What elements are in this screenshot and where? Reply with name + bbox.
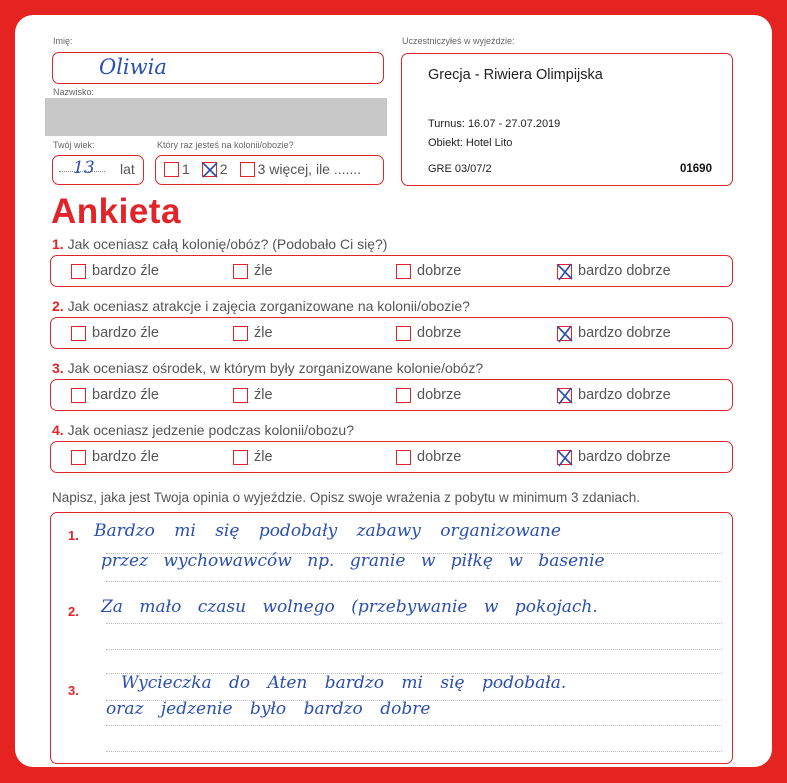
opinion-number-1: 1. <box>68 528 79 543</box>
name-value: Oliwia <box>99 55 167 79</box>
question-text-4 <box>52 422 354 438</box>
answer-option-label: źle <box>254 325 273 341</box>
question-text-2 <box>52 298 470 314</box>
opinion-line: przez wychowawców np. granie w piłkę w basenie <box>101 551 605 571</box>
answer-option-label: bardzo dobrze <box>578 263 671 279</box>
answer-option[interactable] <box>71 318 159 348</box>
answer-option-label: dobrze <box>417 387 462 403</box>
question-number: 4. <box>52 422 64 438</box>
question-label: Jak oceniasz jedzenie podczas kolonii/obozu? <box>67 422 354 438</box>
opinion-prompt: Napisz, jaka jest Twoja opinia o wyjeździe. Opisz swoje wrażenia z pobytu w minimum 3 zdaniach. <box>52 490 641 505</box>
answer-option[interactable] <box>71 256 159 286</box>
dotted-line <box>106 725 722 726</box>
opinion-number-2: 2. <box>68 604 79 619</box>
answer-option[interactable] <box>396 318 461 348</box>
opinion-line: Wycieczka do Aten bardzo mi się podobała. <box>121 673 567 693</box>
trip-code: GRE 03/07/2 <box>428 163 492 175</box>
answer-checkbox[interactable] <box>396 388 411 403</box>
question-text-3 <box>52 360 483 376</box>
answer-checkbox[interactable] <box>557 450 572 465</box>
name-label: Imię: <box>53 36 73 46</box>
participant-label: Uczestniczyłeś w wyjeździe: <box>402 36 515 46</box>
answer-checkbox[interactable] <box>233 264 248 279</box>
surname-label: Nazwisko: <box>53 87 95 97</box>
answer-row-1 <box>50 255 733 287</box>
answer-option[interactable] <box>71 380 159 410</box>
question-label: Jak oceniasz atrakcje i zajęcia zorganizowane na kolonii/obozie? <box>67 298 470 314</box>
survey-sheet <box>15 15 772 767</box>
times-label: Który raz jesteś na kolonii/obozie? <box>157 140 294 150</box>
answer-option[interactable] <box>71 442 159 472</box>
answer-option[interactable] <box>233 256 273 286</box>
answer-checkbox[interactable] <box>71 450 86 465</box>
answer-row-3 <box>50 379 733 411</box>
answer-option-label: bardzo źle <box>92 325 159 341</box>
form-number: 01690 <box>680 163 712 175</box>
times-option-2: 2 <box>219 161 228 177</box>
answer-checkbox[interactable] <box>233 388 248 403</box>
opinion-box[interactable] <box>50 512 733 764</box>
opinion-line: oraz jedzenie było bardzo dobre <box>106 699 431 719</box>
answer-option[interactable] <box>396 256 461 286</box>
answer-option-label: bardzo dobrze <box>578 325 671 341</box>
check-mark-icon <box>556 325 574 343</box>
question-number: 2. <box>52 298 64 314</box>
check-mark-icon <box>556 449 574 467</box>
times-option-3: 3 więcej, ile ....... <box>257 161 362 177</box>
question-number: 1. <box>52 236 64 252</box>
answer-option[interactable] <box>233 442 273 472</box>
question-label: Jak oceniasz ośrodek, w którym były zorganizowane kolonie/obóz? <box>67 360 484 376</box>
trip-turnus: Turnus: 16.07 - 27.07.2019 <box>428 118 561 130</box>
dotted-line <box>106 581 722 582</box>
answer-row-2 <box>50 317 733 349</box>
answer-option[interactable] <box>557 442 671 472</box>
answer-option-label: dobrze <box>417 325 462 341</box>
dotted-line <box>106 623 722 624</box>
answer-option[interactable] <box>233 318 273 348</box>
check-mark-icon <box>556 263 574 281</box>
answer-option[interactable] <box>557 318 671 348</box>
answer-option[interactable] <box>396 442 461 472</box>
answer-option-label: bardzo dobrze <box>578 449 671 465</box>
answer-option-label: bardzo źle <box>92 449 159 465</box>
answer-option[interactable] <box>396 380 461 410</box>
age-label: Twój wiek: <box>53 140 95 150</box>
question-label: Jak oceniasz całą kolonię/obóz? (Podobało Ci się?) <box>67 236 388 252</box>
dotted-line <box>106 649 722 650</box>
opinion-line: Za mało czasu wolnego (przebywanie w pokojach. <box>101 597 598 617</box>
answer-checkbox[interactable] <box>71 388 86 403</box>
opinion-line: Bardzo mi się podobały zabawy organizowane <box>94 521 561 541</box>
times-option-1: 1 <box>182 161 190 177</box>
answer-checkbox[interactable] <box>557 264 572 279</box>
answer-row-4 <box>50 441 733 473</box>
age-value: 13 <box>73 158 95 178</box>
answer-option[interactable] <box>557 256 671 286</box>
answer-checkbox[interactable] <box>557 388 572 403</box>
dotted-line <box>106 751 722 752</box>
trip-title: Grecja - Riwiera Olimpijska <box>428 67 603 83</box>
answer-checkbox[interactable] <box>71 326 86 341</box>
answer-option-label: bardzo źle <box>92 387 159 403</box>
answer-checkbox[interactable] <box>557 326 572 341</box>
survey-title: Ankieta <box>51 192 181 231</box>
answer-option-label: bardzo dobrze <box>578 387 671 403</box>
answer-option-label: źle <box>254 263 273 279</box>
answer-checkbox[interactable] <box>396 264 411 279</box>
check-mark-icon <box>556 387 574 405</box>
answer-checkbox[interactable] <box>233 326 248 341</box>
answer-option[interactable] <box>233 380 273 410</box>
answer-checkbox[interactable] <box>233 450 248 465</box>
answer-option-label: źle <box>254 387 273 403</box>
answer-option-label: bardzo źle <box>92 263 159 279</box>
question-number: 3. <box>52 360 64 376</box>
answer-checkbox[interactable] <box>71 264 86 279</box>
answer-option[interactable] <box>557 380 671 410</box>
trip-object: Obiekt: Hotel Lito <box>428 137 513 149</box>
answer-checkbox[interactable] <box>396 450 411 465</box>
opinion-number-3: 3. <box>68 683 79 698</box>
answer-option-label: dobrze <box>417 263 462 279</box>
answer-option-label: dobrze <box>417 449 462 465</box>
answer-checkbox[interactable] <box>396 326 411 341</box>
age-unit: lat <box>120 161 135 177</box>
answer-option-label: źle <box>254 449 273 465</box>
question-text-1 <box>52 236 387 252</box>
